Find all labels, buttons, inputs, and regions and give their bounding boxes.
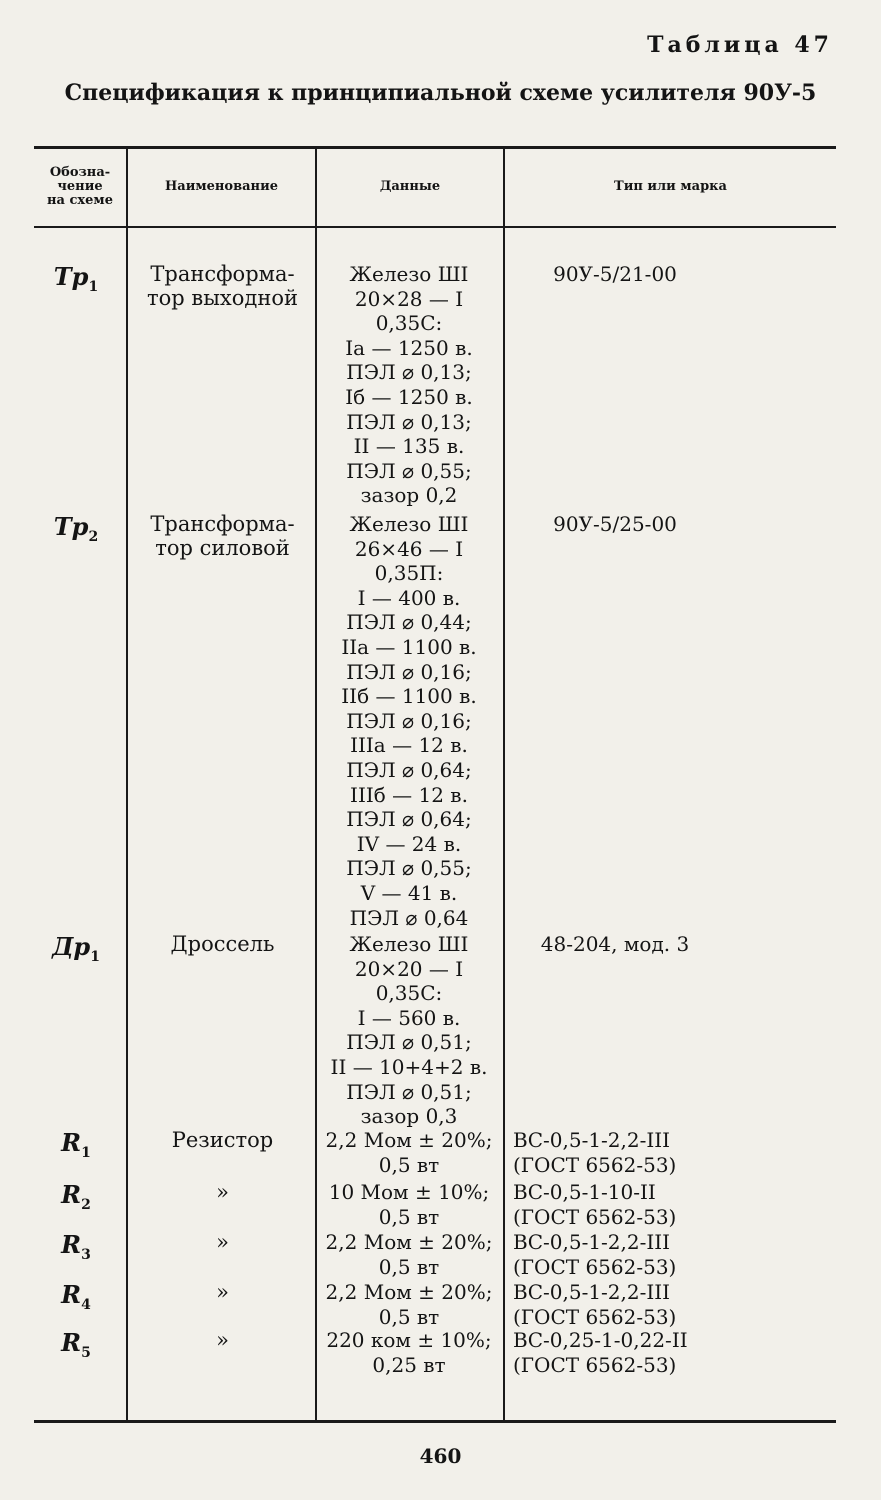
header-rule (34, 226, 836, 228)
type-cell-line: (ГОСТ 6562-53) (513, 1152, 677, 1177)
data-cell (312, 262, 506, 508)
designation-letter: R (61, 1328, 82, 1357)
name-cell (130, 1128, 315, 1152)
data-cell-line: ПЭЛ ⌀ 0,64 (349, 905, 469, 930)
data-cell (312, 1230, 506, 1279)
designation-cell (30, 1128, 122, 1161)
name-cell-line: Трансформа- (150, 262, 295, 286)
type-cell (505, 932, 725, 957)
page-number: 460 (419, 1444, 462, 1468)
type-cell (505, 262, 725, 287)
type-cell (505, 1230, 743, 1279)
designation-index: 1 (88, 278, 99, 295)
data-cell-line: 0,25 вт (372, 1352, 446, 1377)
data-cell-line: зазор 0,3 (360, 1104, 458, 1129)
designation-letter: R (61, 1230, 82, 1259)
designation-index: 3 (81, 1246, 91, 1263)
data-cell (312, 512, 506, 930)
data-cell (312, 1328, 506, 1377)
table-title: Спецификация к принципиальной схеме усилителя 90У-5 (64, 80, 817, 106)
name-cell-line: » (216, 1328, 229, 1352)
data-cell-line: 0,5 вт (378, 1304, 440, 1329)
type-cell-line: (ГОСТ 6562-53) (513, 1304, 677, 1329)
data-cell-line: ПЭЛ ⌀ 0,13; (346, 360, 472, 385)
type-cell-line: (ГОСТ 6562-53) (513, 1254, 677, 1279)
designation-index: 2 (81, 1196, 91, 1213)
name-cell (130, 1328, 315, 1352)
data-cell-line: ПЭЛ ⌀ 0,64; (346, 757, 472, 782)
column-divider-1 (126, 148, 128, 1420)
data-cell-line: ПЭЛ ⌀ 0,16; (346, 708, 472, 733)
name-cell-line: Резистор (171, 1128, 274, 1152)
data-cell-line: ПЭЛ ⌀ 0,64; (346, 807, 472, 832)
data-cell-line: ПЭЛ ⌀ 0,44; (346, 610, 472, 635)
data-cell-line: IV — 24 в. (356, 831, 462, 856)
type-cell-line: 90У-5/25-00 (553, 512, 677, 536)
type-cell-line: 48-204, мод. 3 (540, 932, 690, 956)
header-type: Тип или марка (614, 178, 727, 194)
data-cell-line: 0,5 вт (378, 1152, 440, 1177)
data-cell-line: 2,2 Мом ± 20%; (325, 1230, 493, 1254)
designation-letter: Др (52, 932, 91, 961)
type-cell-line: ВС-0,25-1-0,22-II (513, 1328, 688, 1352)
data-cell-line: IIIб — 12 в. (350, 782, 468, 807)
data-cell-line: Iб — 1250 в. (345, 384, 473, 409)
data-cell-line: 0,5 вт (378, 1204, 440, 1229)
data-cell-line: 0,35П: (374, 561, 444, 586)
data-cell-line: IIб — 1100 в. (341, 684, 477, 709)
name-cell-line: Дроссель (170, 932, 275, 956)
designation-index: 5 (81, 1344, 91, 1361)
designation-cell (30, 1180, 122, 1213)
data-cell-line: 2,2 Мом ± 20%; (325, 1128, 493, 1152)
data-cell-line: 2,2 Мом ± 20%; (325, 1280, 493, 1304)
data-cell-line: 20×20 — I (354, 956, 464, 981)
data-cell-line: 20×28 — I (354, 286, 464, 311)
name-cell (130, 1180, 315, 1204)
data-cell-line: ПЭЛ ⌀ 0,55; (346, 856, 472, 881)
designation-index: 2 (88, 528, 99, 545)
data-cell-line: II — 135 в. (353, 434, 465, 459)
data-cell-line: зазор 0,2 (360, 483, 458, 508)
name-cell (130, 1230, 315, 1254)
bottom-rule (34, 1420, 836, 1423)
type-cell-line: ВС-0,5-1-2,2-III (513, 1230, 671, 1254)
data-cell-line: Железо ШI (349, 932, 469, 956)
data-cell-line: 0,5 вт (378, 1254, 440, 1279)
type-cell (505, 1280, 743, 1329)
name-cell-line: Трансформа- (150, 512, 295, 536)
top-rule (34, 146, 836, 149)
header-designation: Обозна- чение на схеме (47, 164, 113, 209)
type-cell (505, 512, 725, 537)
data-cell-line: 26×46 — I (354, 536, 464, 561)
designation-index: 1 (90, 948, 100, 965)
name-cell-line: тор силовой (155, 536, 290, 560)
type-cell (505, 1328, 743, 1377)
name-cell (130, 262, 315, 310)
data-cell-line: Iа — 1250 в. (345, 335, 473, 360)
data-cell-line: ПЭЛ ⌀ 0,51; (346, 1030, 472, 1055)
designation-cell (30, 512, 122, 545)
data-cell-line: ПЭЛ ⌀ 0,16; (346, 659, 472, 684)
type-cell (505, 1180, 743, 1229)
data-cell-line: ПЭЛ ⌀ 0,13; (346, 409, 472, 434)
designation-letter: R (61, 1280, 82, 1309)
designation-cell (30, 1230, 122, 1263)
data-cell-line: ПЭЛ ⌀ 0,51; (346, 1079, 472, 1104)
data-cell-line: 0,35С: (375, 981, 443, 1006)
data-cell-line: V — 41 в. (360, 880, 458, 905)
name-cell-line: » (216, 1180, 229, 1204)
data-cell (312, 1128, 506, 1177)
designation-cell (30, 262, 122, 295)
data-cell-line: 0,35С: (375, 311, 443, 336)
name-cell-line: » (216, 1230, 229, 1254)
data-cell-line: ПЭЛ ⌀ 0,55; (346, 458, 472, 483)
data-cell (312, 932, 506, 1129)
data-cell-line: I — 400 в. (357, 585, 461, 610)
data-cell (312, 1280, 506, 1329)
header-name: Наименование (165, 178, 278, 194)
designation-letter: R (61, 1128, 82, 1157)
designation-cell (30, 1328, 122, 1361)
name-cell (130, 1280, 315, 1304)
designation-letter: R (61, 1180, 82, 1209)
data-cell-line: IIIа — 12 в. (350, 733, 468, 758)
header-data: Данные (379, 178, 441, 194)
designation-letter: Тр (53, 512, 89, 541)
data-cell-line: Железо ШI (349, 512, 469, 536)
data-cell (312, 1180, 506, 1229)
data-cell-line: I — 560 в. (357, 1005, 461, 1030)
type-cell-line: ВС-0,5-1-10-II (513, 1180, 656, 1204)
data-cell-line: Железо ШI (349, 262, 469, 286)
table-number: Таблица 47 (647, 32, 833, 58)
designation-letter: Тр (53, 262, 89, 291)
designation-index: 1 (81, 1144, 91, 1161)
name-cell (130, 932, 315, 956)
designation-index: 4 (81, 1296, 91, 1313)
type-cell (505, 1128, 743, 1177)
data-cell-line: 220 ком ± 10%; (326, 1328, 492, 1352)
data-cell-line: 10 Мом ± 10%; (328, 1180, 490, 1204)
designation-cell (30, 1280, 122, 1313)
type-cell-line: ВС-0,5-1-2,2-III (513, 1128, 671, 1152)
type-cell-line: (ГОСТ 6562-53) (513, 1352, 677, 1377)
data-cell-line: II — 10+4+2 в. (330, 1054, 488, 1079)
type-cell-line: 90У-5/21-00 (553, 262, 677, 286)
designation-cell (30, 932, 122, 965)
name-cell-line: тор выходной (147, 286, 298, 310)
name-cell-line: » (216, 1280, 229, 1304)
type-cell-line: (ГОСТ 6562-53) (513, 1204, 677, 1229)
name-cell (130, 512, 315, 560)
data-cell-line: IIа — 1100 в. (341, 634, 477, 659)
type-cell-line: ВС-0,5-1-2,2-III (513, 1280, 671, 1304)
